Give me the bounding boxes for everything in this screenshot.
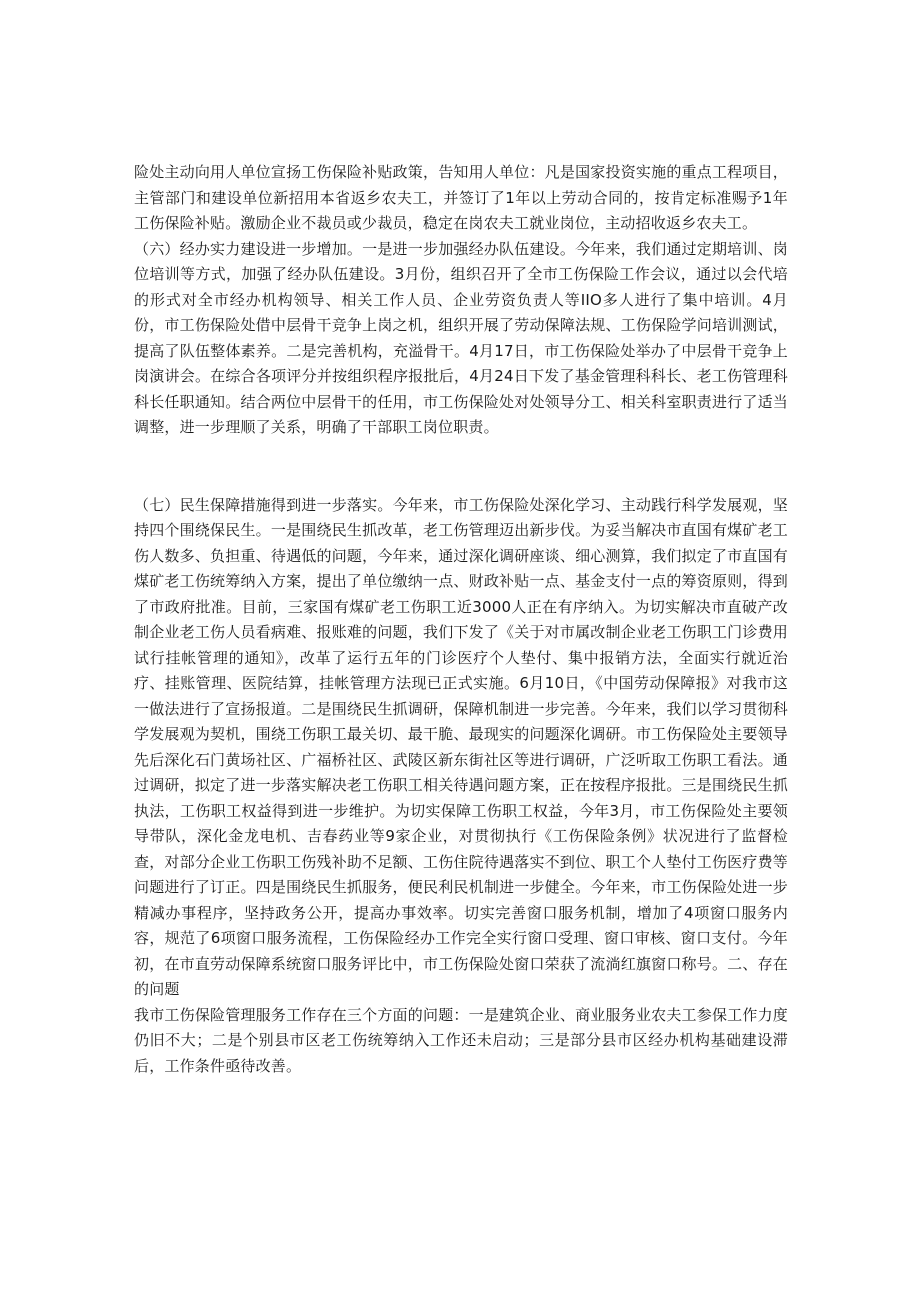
paragraph-existing-problems: 我市工伤保险管理服务工作存在三个方面的问题：一是建筑企业、商业服务业农夫工参保工作力度仍旧不大；二是个别县市区老工伤统筹纳入工作还未启动；三是部分县市区经办机构基础建设滞后，工作条件亟待改善。 (134, 1005, 788, 1075)
document-body (134, 160, 788, 1079)
paragraph-section-six: （六）经办实力建设进一步增加。一是进一步加强经办队伍建设。今年来，我们通过定期培训、岗位培训等方式，加强了经办队伍建设。3月份，组织召开了全市工伤保险工作会议，通过以会代培的形式对全市经办机构领导、相关工作人员、企业劳资负责人等IIO多人进行了集中培训。4月份，市工伤保险处借中层骨干竞争上岗之机，组织开展了劳动保障法规、工伤保险学问培训测试，提高了队伍整体素养。二是完善机构，充溢骨干。4月17日，市工伤保险处举办了中层骨干竞争上岗演讲会。在综合各项评分并按组织程序报批后，4月24日下发了基金管理科科长、老工伤管理科科长任职通知。结合两位中层骨干的任用，市工伤保险处对处领导分工、相关科室职责进行了适当调整，进一步理顺了关系，明确了干部职工岗位职责。 (134, 239, 788, 436)
paragraph-subsidy-policy: 险处主动向用人单位宣扬工伤保险补贴政策，告知用人单位：凡是国家投资实施的重点工程项目，主管部门和建设单位新招用本省返乡农夫工，并签订了1年以上劳动合同的，按肯定标准赐予1年工伤保险补贴。激励企业不裁员或少裁员，稳定在岗农夫工就业岗位，主动招收返乡农夫工。 (134, 163, 788, 232)
paragraph-section-seven: （七）民生保障措施得到进一步落实。今年来，市工伤保险处深化学习、主动践行科学发展观，坚持四个围绕保民生。一是围绕民生抓改革，老工伤管理迈出新步伐。为妥当解决市直国有煤矿老工伤人数多、负担重、待遇低的问题，今年来，通过深化调研座谈、细心测算，我们拟定了市直国有煤矿老工伤统筹纳入方案，提出了单位缴纳一点、财政补贴一点、基金支付一点的筹资原则，得到了市政府批准。目前，三家国有煤矿老工伤职工近3000人正在有序纳入。为切实解决市直破产改制企业老工伤人员看病难、报账难的问题，我们下发了《关于对市属改制企业老工伤职工门诊费用试行挂帐管理的通知》，改革了运行五年的门诊医疗个人垫付、集中报销方法，全面实行就近治疗、挂账管理、医院结算，挂帐管理方法现已正式实施。6月10日，《中国劳动保障报》对我市这一做法进行了宣扬报道。二是围绕民生抓调研，保障机制进一步完善。今年来，我们以学习贯彻科学发展观为契机，围绕工伤职工最关切、最干脆、最现实的问题深化调研。市工伤保险处主要领导先后深化石门黄场社区、广福桥社区、武陵区新东街社区等进行调研，广泛听取工伤职工看法。通过调研，拟定了进一步落实解决老工伤职工相关待遇问题方案，正在按程序报批。三是围绕民生抓执法，工伤职工权益得到进一步维护。为切实保障工伤职工权益，今年3月，市工伤保险处主要领导带队，深化金龙电机、吉春药业等9家企业，对贯彻执行《工伤保险条例》状况进行了监督检查，对部分企业工伤职工伤残补助不足额、工伤住院待遇落实不到位、职工个人垫付工伤医疗费等问题进行了订正。四是围绕民生抓服务，便民利民机制进一步健全。今年来，市工伤保险处进一步精减办事程序，坚持政务公开，提高办事效率。切实完善窗口服务机制，增加了4项窗口服务内容，规范了6项窗口服务流程，工伤保险经办工作完全实行窗口受理、窗口审核、窗口支付。今年初，在市直劳动保障系统窗口服务评比中，市工伤保险处窗口荣获了流淌红旗窗口称号。二、存在的问题 (134, 495, 788, 998)
section-spacer (134, 441, 788, 493)
